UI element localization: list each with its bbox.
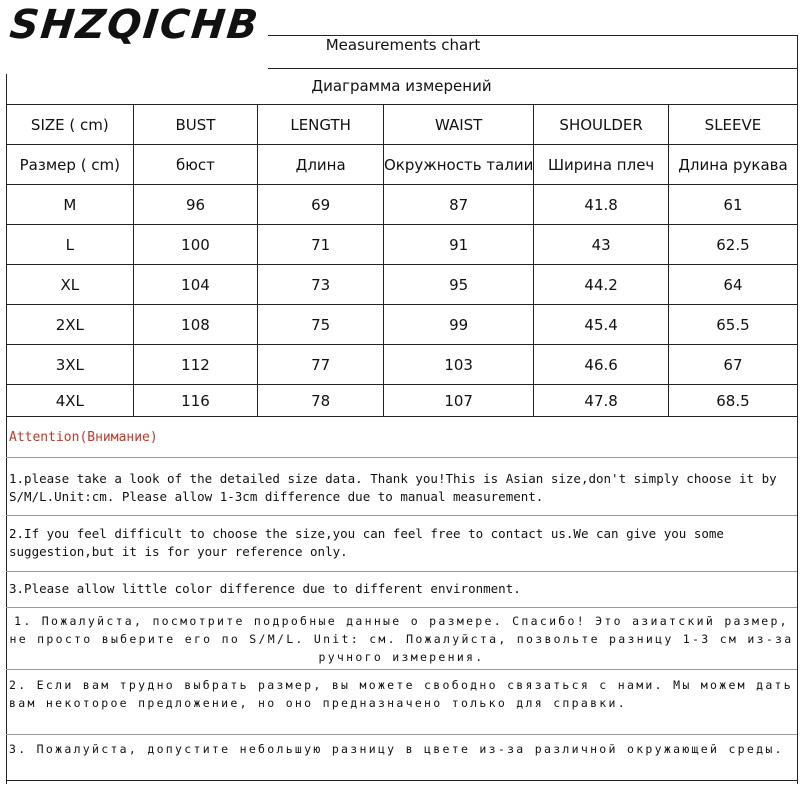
table-cell: 67	[668, 345, 797, 385]
header-cell: LENGTH	[258, 105, 384, 145]
attention-label: Attention(Внимание)	[6, 416, 797, 458]
header-row-en	[7, 105, 798, 145]
header-cell: Длина	[258, 145, 384, 185]
note-en-1: 1.please take a look of the detailed size data. Thank you!This is Asian size,don't simply choose it by S/M/L.Unit:cm. Please allow 1-3cm difference due to manual measurement.	[6, 458, 797, 516]
table-cell: 100	[133, 225, 258, 265]
table-cell: 99	[383, 305, 533, 345]
table-cell: 91	[383, 225, 533, 265]
table-cell: M	[7, 185, 134, 225]
table-cell: 73	[258, 265, 384, 305]
table-cell: 107	[383, 385, 533, 417]
header-cell: SHOULDER	[534, 105, 669, 145]
table-cell: 68.5	[668, 385, 797, 417]
header-cell: Размер ( cm)	[7, 145, 134, 185]
table-cell: 103	[383, 345, 533, 385]
header-cell: Длина рукава	[668, 145, 797, 185]
size-table	[6, 104, 798, 417]
table-cell: 44.2	[534, 265, 669, 305]
table-cell: 64	[668, 265, 797, 305]
header-cell: Ширина плеч	[534, 145, 669, 185]
size-row	[7, 185, 798, 225]
table-cell: 65.5	[668, 305, 797, 345]
table-cell: 96	[133, 185, 258, 225]
title-english: Measurements chart	[325, 36, 481, 54]
table-cell: 87	[383, 185, 533, 225]
table-cell: 108	[133, 305, 258, 345]
table-cell: 62.5	[668, 225, 797, 265]
notes-section	[6, 416, 797, 780]
table-cell: 3XL	[7, 345, 134, 385]
size-row	[7, 385, 798, 417]
table-cell: 77	[258, 345, 384, 385]
header-cell: SLEEVE	[668, 105, 797, 145]
header-cell: SIZE ( cm)	[7, 105, 134, 145]
note-ru-2: 2. Если вам трудно выбрать размер, вы можете свободно связаться с нами. Мы можем дать вам некоторое предложение, но оно предназначено только для справки.	[6, 670, 797, 735]
table-cell: 47.8	[534, 385, 669, 417]
table-cell: 45.4	[534, 305, 669, 345]
table-cell: 78	[258, 385, 384, 417]
note-en-2: 2.If you feel difficult to choose the size,you can feel free to contact us.We can give you some suggestion,but it is for your reference only.	[6, 516, 797, 572]
table-cell: 112	[133, 345, 258, 385]
header-cell: WAIST	[383, 105, 533, 145]
table-cell: L	[7, 225, 134, 265]
size-row	[7, 265, 798, 305]
table-cell: 71	[258, 225, 384, 265]
table-cell: 46.6	[534, 345, 669, 385]
table-cell: 61	[668, 185, 797, 225]
title-russian: Диаграмма измерений	[311, 77, 492, 95]
table-cell: 116	[133, 385, 258, 417]
header-row-ru	[7, 145, 798, 185]
table-cell: 4XL	[7, 385, 134, 417]
table-cell: 95	[383, 265, 533, 305]
table-cell: 41.8	[534, 185, 669, 225]
header-cell: бюст	[133, 145, 258, 185]
note-ru-1: 1. Пожалуйста, посмотрите подробные данные о размере. Спасибо! Это азиатский размер, не просто выберите его по S/M/L. Unit: см. Пожалуйста, позвольте разницу 1-3 см из-за ручного измерения.	[6, 608, 797, 670]
header-cell: Окружность талии	[383, 145, 533, 185]
table-cell: 75	[258, 305, 384, 345]
table-cell: 104	[133, 265, 258, 305]
note-ru-3: 3. Пожалуйста, допустите небольшую разницу в цвете из-за различной окружающей среды.	[9, 742, 784, 756]
note-en-3: 3.Please allow little color difference due to different environment.	[6, 572, 797, 608]
table-cell: 43	[534, 225, 669, 265]
size-row	[7, 225, 798, 265]
size-row	[7, 305, 798, 345]
table-cell: 69	[258, 185, 384, 225]
size-row	[7, 345, 798, 385]
table-cell: 2XL	[7, 305, 134, 345]
brand-logo: SHZQICHB	[7, 2, 262, 48]
table-cell: XL	[7, 265, 134, 305]
header-cell: BUST	[133, 105, 258, 145]
border-bottom	[6, 780, 798, 781]
